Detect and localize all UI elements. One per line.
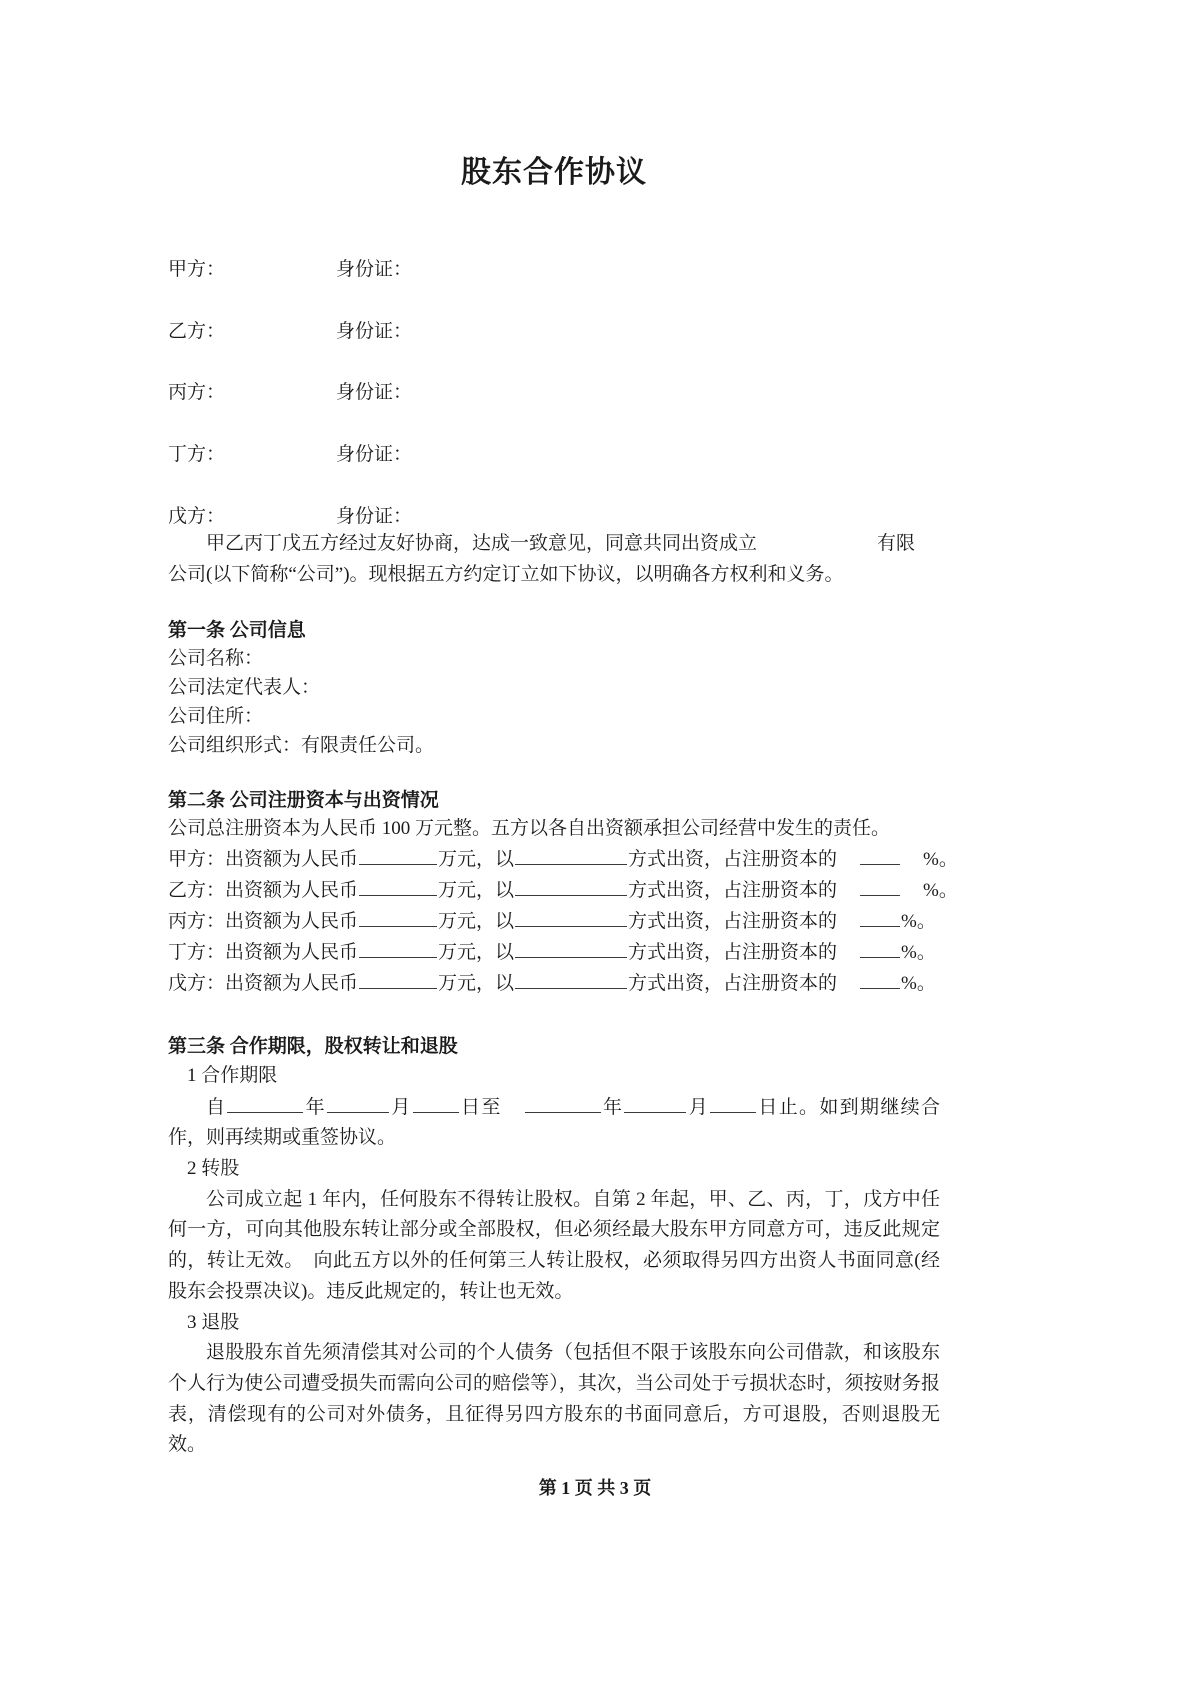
- contribution-amount-blank[interactable]: [359, 937, 437, 958]
- contribution-percent-blank[interactable]: [860, 875, 900, 896]
- party-id-label: 身份证：: [336, 259, 413, 280]
- contribution-amount-blank[interactable]: [359, 875, 437, 896]
- contribution-percent-label: %。: [923, 849, 958, 871]
- term-end-label: 日止。如到期继续合作，则再续期或重签协议。: [168, 1096, 940, 1149]
- share-transfer-paragraph: 公司成立起 1 年内，任何股东不得转让股权。自第 2 年起，甲、乙、丙，丁，戊方中任何一方，可向其他股东转让部分或全部股权，但必须经最大股东甲方同意方可，违反此规定的，转让无效。 向此五方以外的任何第三人转让股权，必须取得另四方出资人书面同意(经股东会投票决议)。违反此规定的，转让也无效。: [168, 1188, 940, 1302]
- term-start-year-blank[interactable]: [227, 1092, 303, 1113]
- contribution-unit-label: 万元，以: [438, 910, 515, 932]
- contribution-percent-blank[interactable]: [860, 844, 900, 865]
- party-label: 甲方：: [168, 259, 226, 280]
- term-month-label: 月: [390, 1096, 412, 1118]
- contribution-percent-label: %。: [901, 941, 936, 963]
- party-row-bing: [168, 380, 940, 406]
- term-start-day-blank[interactable]: [413, 1092, 459, 1113]
- contribution-method-blank[interactable]: [515, 937, 627, 958]
- party-id-label: 身份证：: [336, 505, 413, 527]
- contribution-percent-label: %。: [923, 880, 958, 901]
- party-id-label: 身份证：: [336, 443, 413, 465]
- preamble-paragraph: [168, 529, 940, 591]
- party-list: [168, 257, 940, 529]
- party-label: 丁方：: [168, 443, 226, 465]
- party-label: 乙方：: [168, 320, 226, 342]
- contribution-unit-label: 万元，以: [438, 880, 515, 901]
- company-org-form-line: 公司组织形式：有限责任公司。: [168, 734, 435, 756]
- page-title: 股东合作协议: [461, 156, 647, 189]
- party-row-jia: [168, 257, 940, 283]
- contribution-party-label: 丁方：出资额为人民币: [168, 941, 359, 963]
- contribution-method-label: 方式出资，占注册资本的: [628, 849, 838, 871]
- party-label: 戊方：: [168, 505, 226, 527]
- term-end-month-blank[interactable]: [624, 1092, 686, 1113]
- contribution-party-label: 丙方：出资额为人民币: [168, 910, 359, 932]
- party-id-label: 身份证：: [336, 382, 413, 404]
- cooperation-term-paragraph: [168, 1092, 940, 1154]
- term-start-month-blank[interactable]: [327, 1092, 389, 1113]
- section-two-heading: 第二条 公司注册资本与出资情况: [168, 789, 439, 811]
- term-day-label: 日至: [459, 1096, 502, 1118]
- contribution-method-blank[interactable]: [515, 968, 627, 989]
- contribution-party-label: 戊方：出资额为人民币: [168, 972, 359, 994]
- party-row-wu: [168, 504, 940, 530]
- term-month-label: 月: [687, 1096, 710, 1118]
- contribution-amount-blank[interactable]: [359, 906, 437, 927]
- contribution-method-blank[interactable]: [515, 906, 627, 927]
- section-three-item2-title: 2 转股: [187, 1158, 240, 1180]
- spacer: [168, 591, 940, 617]
- term-prefix-label: 自: [206, 1096, 227, 1118]
- contribution-row-ding: [168, 937, 940, 968]
- contribution-party-label: 甲方：出资额为人民币: [168, 849, 359, 871]
- preamble-lead: 甲乙丙丁戊五方经过友好协商，达成一致意见，同意共同出资成立: [206, 533, 758, 555]
- term-end-day-blank[interactable]: [710, 1092, 756, 1113]
- document-content: [168, 0, 958, 1461]
- contribution-party-label: 乙方：出资额为人民币: [168, 880, 359, 901]
- company-legal-rep-line: 公司法定代表人：: [168, 677, 321, 699]
- section-three-item3-title: 3 退股: [187, 1311, 240, 1333]
- company-name-line: 公司名称：: [168, 648, 264, 670]
- contribution-unit-label: 万元，以: [438, 941, 515, 963]
- contribution-unit-label: 万元，以: [438, 849, 515, 871]
- party-row-yi: [168, 319, 940, 345]
- contribution-row-jia: [168, 844, 958, 875]
- contribution-percent-blank[interactable]: [860, 968, 900, 989]
- registered-capital-intro: 公司总注册资本为人民币 100 万元整。五方以各自出资额承担公司经营中发生的责任。: [168, 818, 891, 840]
- contribution-amount-blank[interactable]: [359, 968, 437, 989]
- contribution-method-label: 方式出资，占注册资本的: [628, 972, 838, 994]
- party-row-ding: [168, 442, 940, 468]
- term-year-label: 年: [304, 1096, 327, 1118]
- section-three-heading: 第三条 合作期限，股权转让和退股: [168, 1035, 458, 1057]
- contribution-method-label: 方式出资，占注册资本的: [628, 910, 838, 932]
- contribution-amount-blank[interactable]: [359, 844, 437, 865]
- company-address-line: 公司住所：: [168, 705, 264, 727]
- page-footer: 第 1 页 共 3 页: [538, 1478, 652, 1498]
- contribution-percent-blank[interactable]: [860, 937, 900, 958]
- contribution-percent-label: %。: [901, 972, 936, 994]
- party-id-label: 身份证：: [336, 320, 413, 342]
- contribution-percent-blank[interactable]: [860, 906, 900, 927]
- spacer: [168, 999, 940, 1033]
- preamble-second-line: 公司(以下简称“公司”)。现根据五方约定订立如下协议，以明确各方权利和义务。: [168, 563, 844, 585]
- contribution-method-label: 方式出资，占注册资本的: [628, 941, 838, 963]
- section-three-item1-title: 1 合作期限: [187, 1065, 278, 1087]
- contribution-row-yi: [168, 875, 958, 906]
- contribution-row-wu: [168, 968, 940, 999]
- section-one-heading: 第一条 公司信息: [168, 619, 306, 641]
- contribution-row-bing: [168, 906, 940, 937]
- contribution-method-label: 方式出资，占注册资本的: [628, 880, 838, 901]
- party-label: 丙方：: [168, 382, 226, 404]
- contribution-method-blank[interactable]: [515, 875, 627, 896]
- term-year-label: 年: [601, 1096, 624, 1118]
- withdrawal-paragraph: 退股股东首先须清偿其对公司的个人债务（包括但不限于该股东向公司借款，和该股东个人行为使公司遭受损失而需向公司的赔偿等），其次，当公司处于亏损状态时，须按财务报表，清偿现有的公司对外债务，且征得另四方股东的书面同意后，方可退股，否则退股无效。: [168, 1342, 940, 1456]
- spacer: [168, 761, 940, 787]
- contribution-percent-label: %。: [901, 910, 936, 932]
- contribution-method-blank[interactable]: [515, 844, 627, 865]
- term-end-year-blank[interactable]: [525, 1092, 601, 1113]
- contribution-unit-label: 万元，以: [438, 972, 515, 994]
- preamble-tail: 有限: [877, 533, 916, 555]
